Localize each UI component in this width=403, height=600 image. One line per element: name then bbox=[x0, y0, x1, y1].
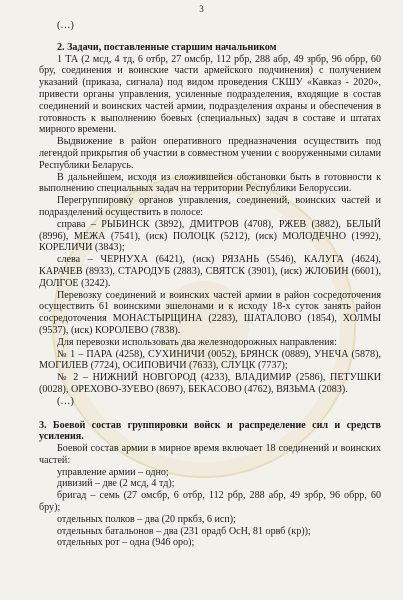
list-item: дивизий – две (2 мсд, 4 тд); bbox=[57, 478, 175, 490]
ellipsis-bottom: (…) bbox=[57, 395, 74, 407]
paragraph: справа – РЫБИНСК (3892), ДМИТРОВ (4708), РЖЕВ (3882), БЕЛЫЙ (8996), МЕЖА (7541), (иск) ПОЛОЦК (5212), (иск) МОЛОДЕЧНО (1992), КОРЕЛИЧИ (3843); bbox=[39, 218, 381, 254]
list-item: отдельных батальонов – два (231 орадб ОсН, 81 орвб (кр)); bbox=[57, 525, 311, 537]
list-item: отдельных полков – два (20 пркбз, 6 исп); bbox=[57, 513, 236, 525]
paragraph: № 2 – НИЖНИЙ НОВГОРОД (4233), ВЛАДИМИР (2586), ПЕТУШКИ (0028), ОРЕХОВО-ЗУЕВО (8697), БЕКАСОВО (4762), ВЯЗЬМА (2083). bbox=[39, 372, 381, 395]
page-number: 3 bbox=[199, 4, 204, 14]
list-item: управление армии – одно; bbox=[57, 466, 169, 478]
paragraph: Перевозку соединений и воинских частей армии в район сосредоточения осуществить 61 воинскими эшелонами и к исходу 18-х суток занять район сосредоточения МОНАСТЫРЩИНА (2283), ШАТАЛОВО (1854), ХОЛМЫ (9537), (иск) КОРОЛЕВО (7838). bbox=[39, 289, 381, 336]
section-3-heading: 3. Боевой состав группировки войск и распределение сил и средств усиления. bbox=[39, 419, 381, 443]
paragraph: слева – ЧЕРНУХА (6421), (иск) РЯЗАНЬ (5546), КАЛУГА (4624), КАРАЧЕВ (8933), СТАРОДУБ (2883), СВЯТСК (3901), (иск) ЖЛОБИН (6601), ДОЛГОЕ (3242). bbox=[39, 254, 381, 289]
paragraph: 1 ТА (2 мсд, 4 тд, 6 отбр, 27 омсбр, 112 рбр, 288 абр, 49 зрбр, 96 обрр, 60 бру, соединения и воинские части армейского подчинения) с получением указаний (приказа, сигнала) под видом проведения СКШУ «Кавказ - 2020», привести органы управления, усиленные подразделения, входящие в состав соединений и воинских частей армии, подразделения охраны и обеспечения в готовность к выполнению боевых (специальных) задач в составе и штатах мирного времени. bbox=[39, 53, 381, 136]
list-item: отдельных рот – одна (946 оро); bbox=[57, 537, 195, 549]
paragraph: В дальнейшем, исходя из сложившейся обстановки быть в готовности к выполнению специальных задач на территории Республики Белоруссии. bbox=[39, 171, 381, 195]
ellipsis-top: (…) bbox=[57, 20, 74, 31]
paragraph: Для перевозки использовать два железнодорожных направления: bbox=[57, 336, 337, 348]
list-item: бригад – семь (27 омсбр, 6 отбр, 112 рбр, 288 абр, 49 зрбр, 96 обрр, 60 бру); bbox=[39, 490, 381, 514]
paragraph: Выдвижение в район оперативного предназначения осуществить под легендой прикрытия об участии в совместном учении с вооруженными силами Республики Беларусь. bbox=[39, 136, 381, 171]
paragraph: Перегруппировку органов управления, соединений, воинских частей и подразделений осуществить в полосе: bbox=[39, 195, 381, 218]
paragraph: Боевой состав армии в мирное время включает 18 соединений и воинских частей: bbox=[39, 443, 381, 466]
paragraph: № 1 – ПАРА (4258), СУХИНИЧИ (0052), БРЯНСК (0889), УНЕЧА (5878), МОГИЛЕВ (7724), ОСИПОВИЧИ (7633), СЛУЦК (7737); bbox=[39, 348, 381, 372]
document-body bbox=[39, 20, 381, 549]
section-2-heading: 2. Задачи, поставленные старшим начальником bbox=[57, 41, 277, 53]
